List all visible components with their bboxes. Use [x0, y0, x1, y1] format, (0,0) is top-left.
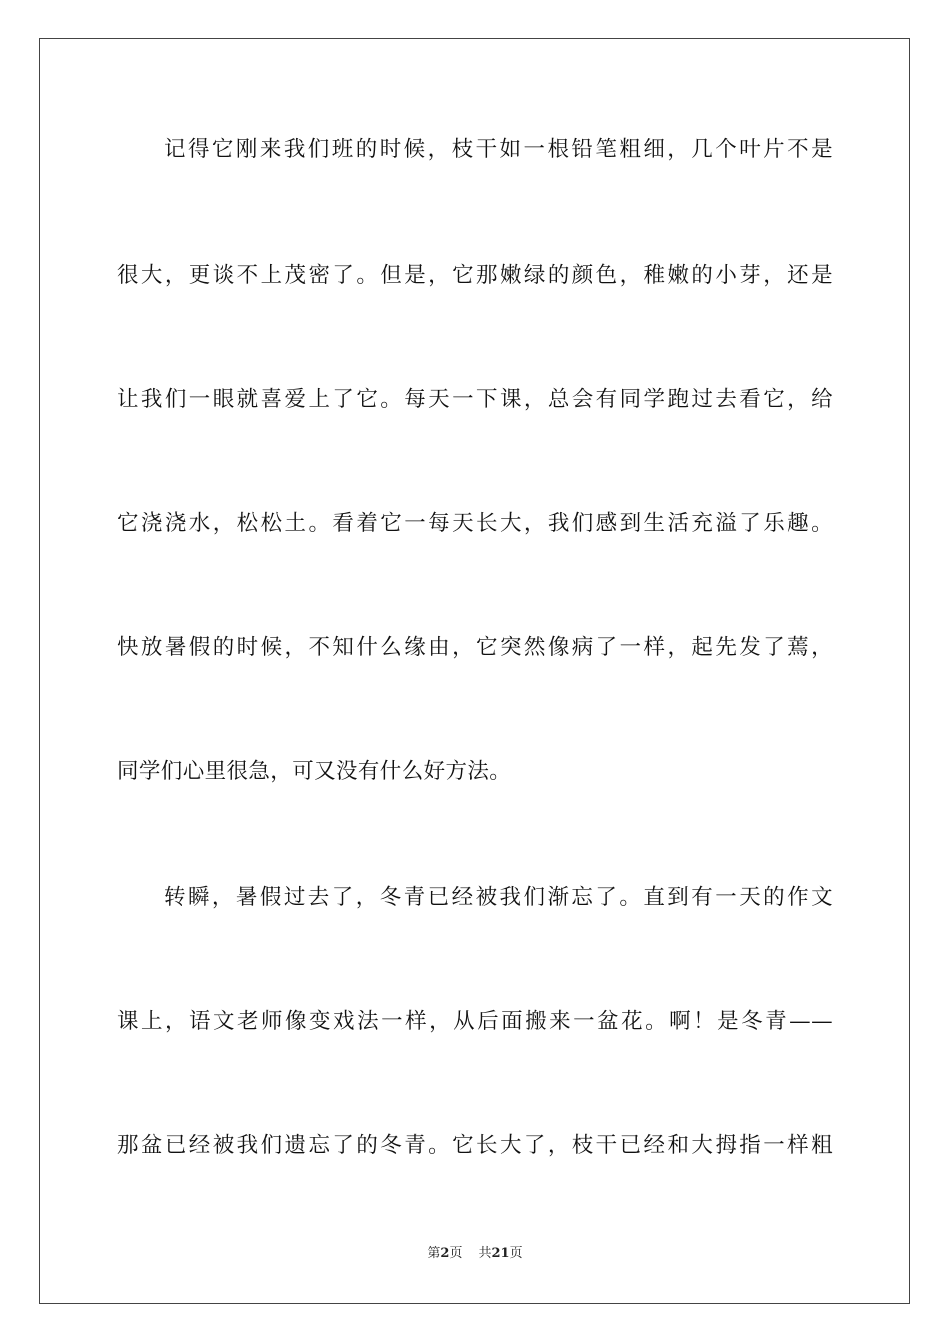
- paragraph-line-8: 课上，语文老师像变戏法一样，从后面搬来一盆花。啊！是冬青——: [117, 1009, 833, 1034]
- paragraph-line-4: 它浇浇水，松松土。看着它一每天长大，我们感到生活充溢了乐趣。: [117, 511, 833, 536]
- paragraph-line-5: 快放暑假的时候，不知什么缘由，它突然像病了一样，起先发了蔫，: [117, 635, 833, 660]
- total-prefix: 共: [478, 1246, 492, 1261]
- paragraph-line-1: 记得它刚来我们班的时候，枝干如一根铅笔粗细，几个叶片不是: [164, 137, 833, 162]
- page-footer: [0, 1245, 950, 1263]
- page-suffix: 页: [449, 1246, 463, 1261]
- paragraph-line-6: 同学们心里很急，可又没有什么好方法。: [117, 759, 512, 784]
- paragraph-line-2: 很大，更谈不上茂密了。但是，它那嫩绿的颜色，稚嫩的小芽，还是: [117, 263, 833, 288]
- total-suffix: 页: [509, 1246, 523, 1261]
- paragraph-line-9: 那盆已经被我们遗忘了的冬青。它长大了，枝干已经和大拇指一样粗: [117, 1133, 833, 1158]
- page-number: 2: [440, 1246, 450, 1261]
- paragraph-line-7: 转瞬，暑假过去了，冬青已经被我们渐忘了。直到有一天的作文: [164, 885, 833, 910]
- page-border: [39, 38, 910, 1304]
- paragraph-line-3: 让我们一眼就喜爱上了它。每天一下课，总会有同学跑过去看它，给: [117, 387, 833, 412]
- total-pages: 21: [491, 1246, 510, 1261]
- page-prefix: 第: [427, 1246, 441, 1261]
